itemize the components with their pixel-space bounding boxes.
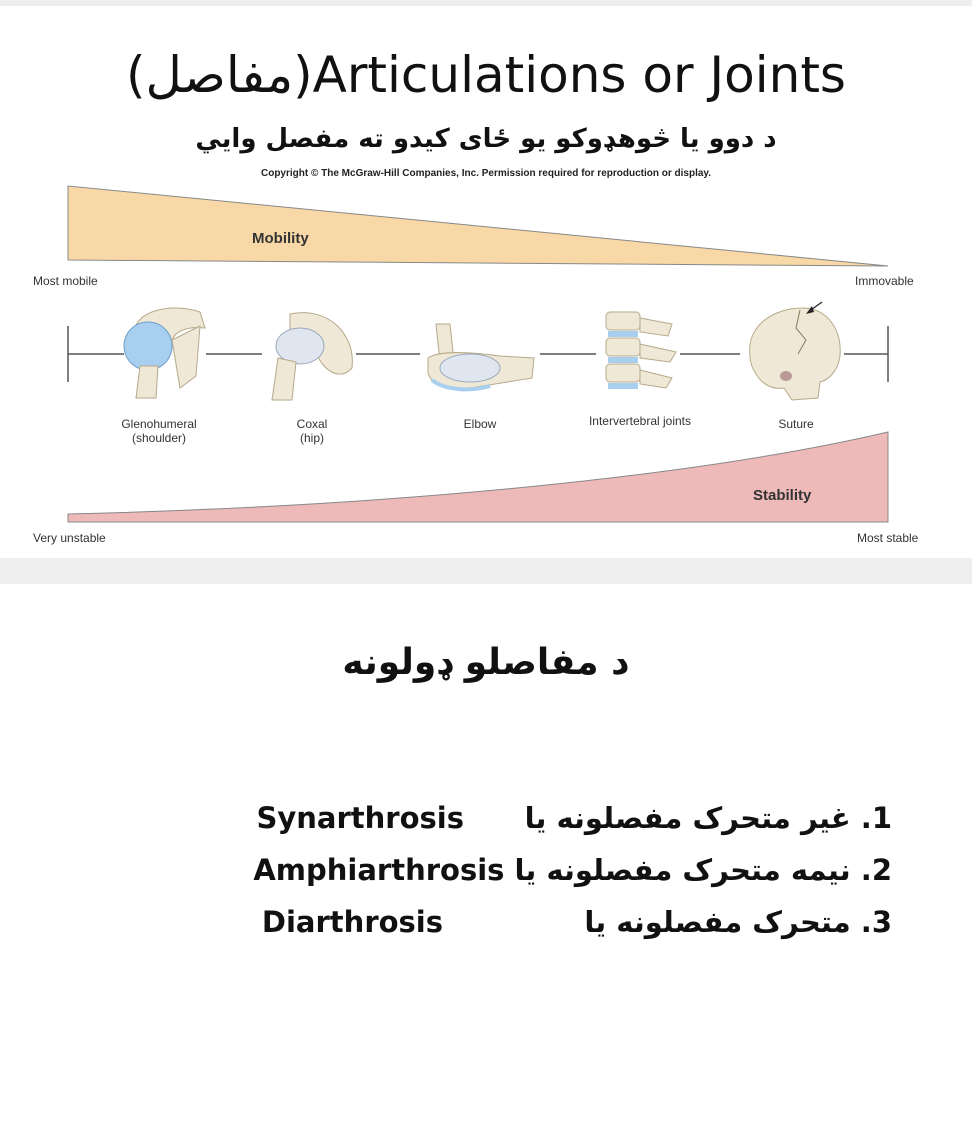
- most-stable-label: Most stable: [857, 531, 919, 545]
- joint-name: Glenohumeral: [121, 417, 197, 431]
- joint-name: Intervertebral joints: [588, 414, 692, 428]
- joint-sub: (hip): [299, 431, 324, 445]
- item-number: 2.: [860, 853, 892, 887]
- stability-wedge: [68, 432, 888, 522]
- item-english: Amphiarthrosis: [253, 853, 505, 887]
- joint-label-shoulder: [99, 417, 219, 445]
- item-number: 3.: [860, 905, 892, 939]
- joint-name: Elbow: [463, 417, 497, 431]
- item-english: Diarthrosis: [261, 905, 444, 939]
- joint-name: Suture: [778, 417, 814, 431]
- joint-sub: (shoulder): [131, 431, 187, 445]
- joint-name: Coxal: [296, 417, 328, 431]
- joint-label-elbow: [440, 417, 520, 431]
- joint-label-intervertebral: [570, 414, 710, 428]
- mobility-label: Mobility: [252, 230, 309, 247]
- list-item: [256, 792, 892, 844]
- mobility-stability-diagram: [0, 6, 972, 558]
- intervertebral-joints-illustration: [596, 306, 680, 402]
- joint-types-heading: د مفاصلو ډولونه: [342, 642, 630, 683]
- item-pashto: متحرک مفصلونه یا: [584, 905, 851, 939]
- list-item: [253, 844, 892, 896]
- immovable-label: Immovable: [855, 274, 914, 288]
- item-english: Synarthrosis: [256, 801, 464, 835]
- list-item: [261, 896, 892, 948]
- slide-joints-overview: [0, 6, 972, 558]
- joint-label-hip: [272, 417, 352, 445]
- item-number: 1.: [860, 801, 892, 835]
- suture-skull-illustration: [740, 302, 844, 402]
- elbow-joint-illustration: [420, 318, 540, 398]
- item-pashto: غیر متحرک مفصلونه یا: [524, 801, 851, 835]
- item-pashto: نیمه متحرک مفصلونه یا: [514, 853, 851, 887]
- shoulder-joint-illustration: [124, 306, 206, 398]
- mobility-wedge: [68, 186, 888, 266]
- hip-joint-illustration: [262, 308, 356, 400]
- copyright-notice: Copyright © The McGraw-Hill Companies, Inc. Permission required for reproduction or display.: [260, 168, 712, 179]
- slide-joint-types: [0, 584, 972, 1134]
- joint-types-list: [253, 792, 892, 948]
- most-mobile-label: Most mobile: [33, 274, 98, 288]
- joint-label-suture: [756, 417, 836, 431]
- title-english: Articulations or Joints: [312, 46, 846, 104]
- very-unstable-label: Very unstable: [33, 531, 106, 545]
- slide-subtitle: د دوو یا څوهډوکو یو ځای کیدو ته مفصل وایي: [195, 124, 777, 154]
- title-pashto: (مفاصل): [126, 46, 313, 104]
- stability-label: Stability: [753, 487, 812, 504]
